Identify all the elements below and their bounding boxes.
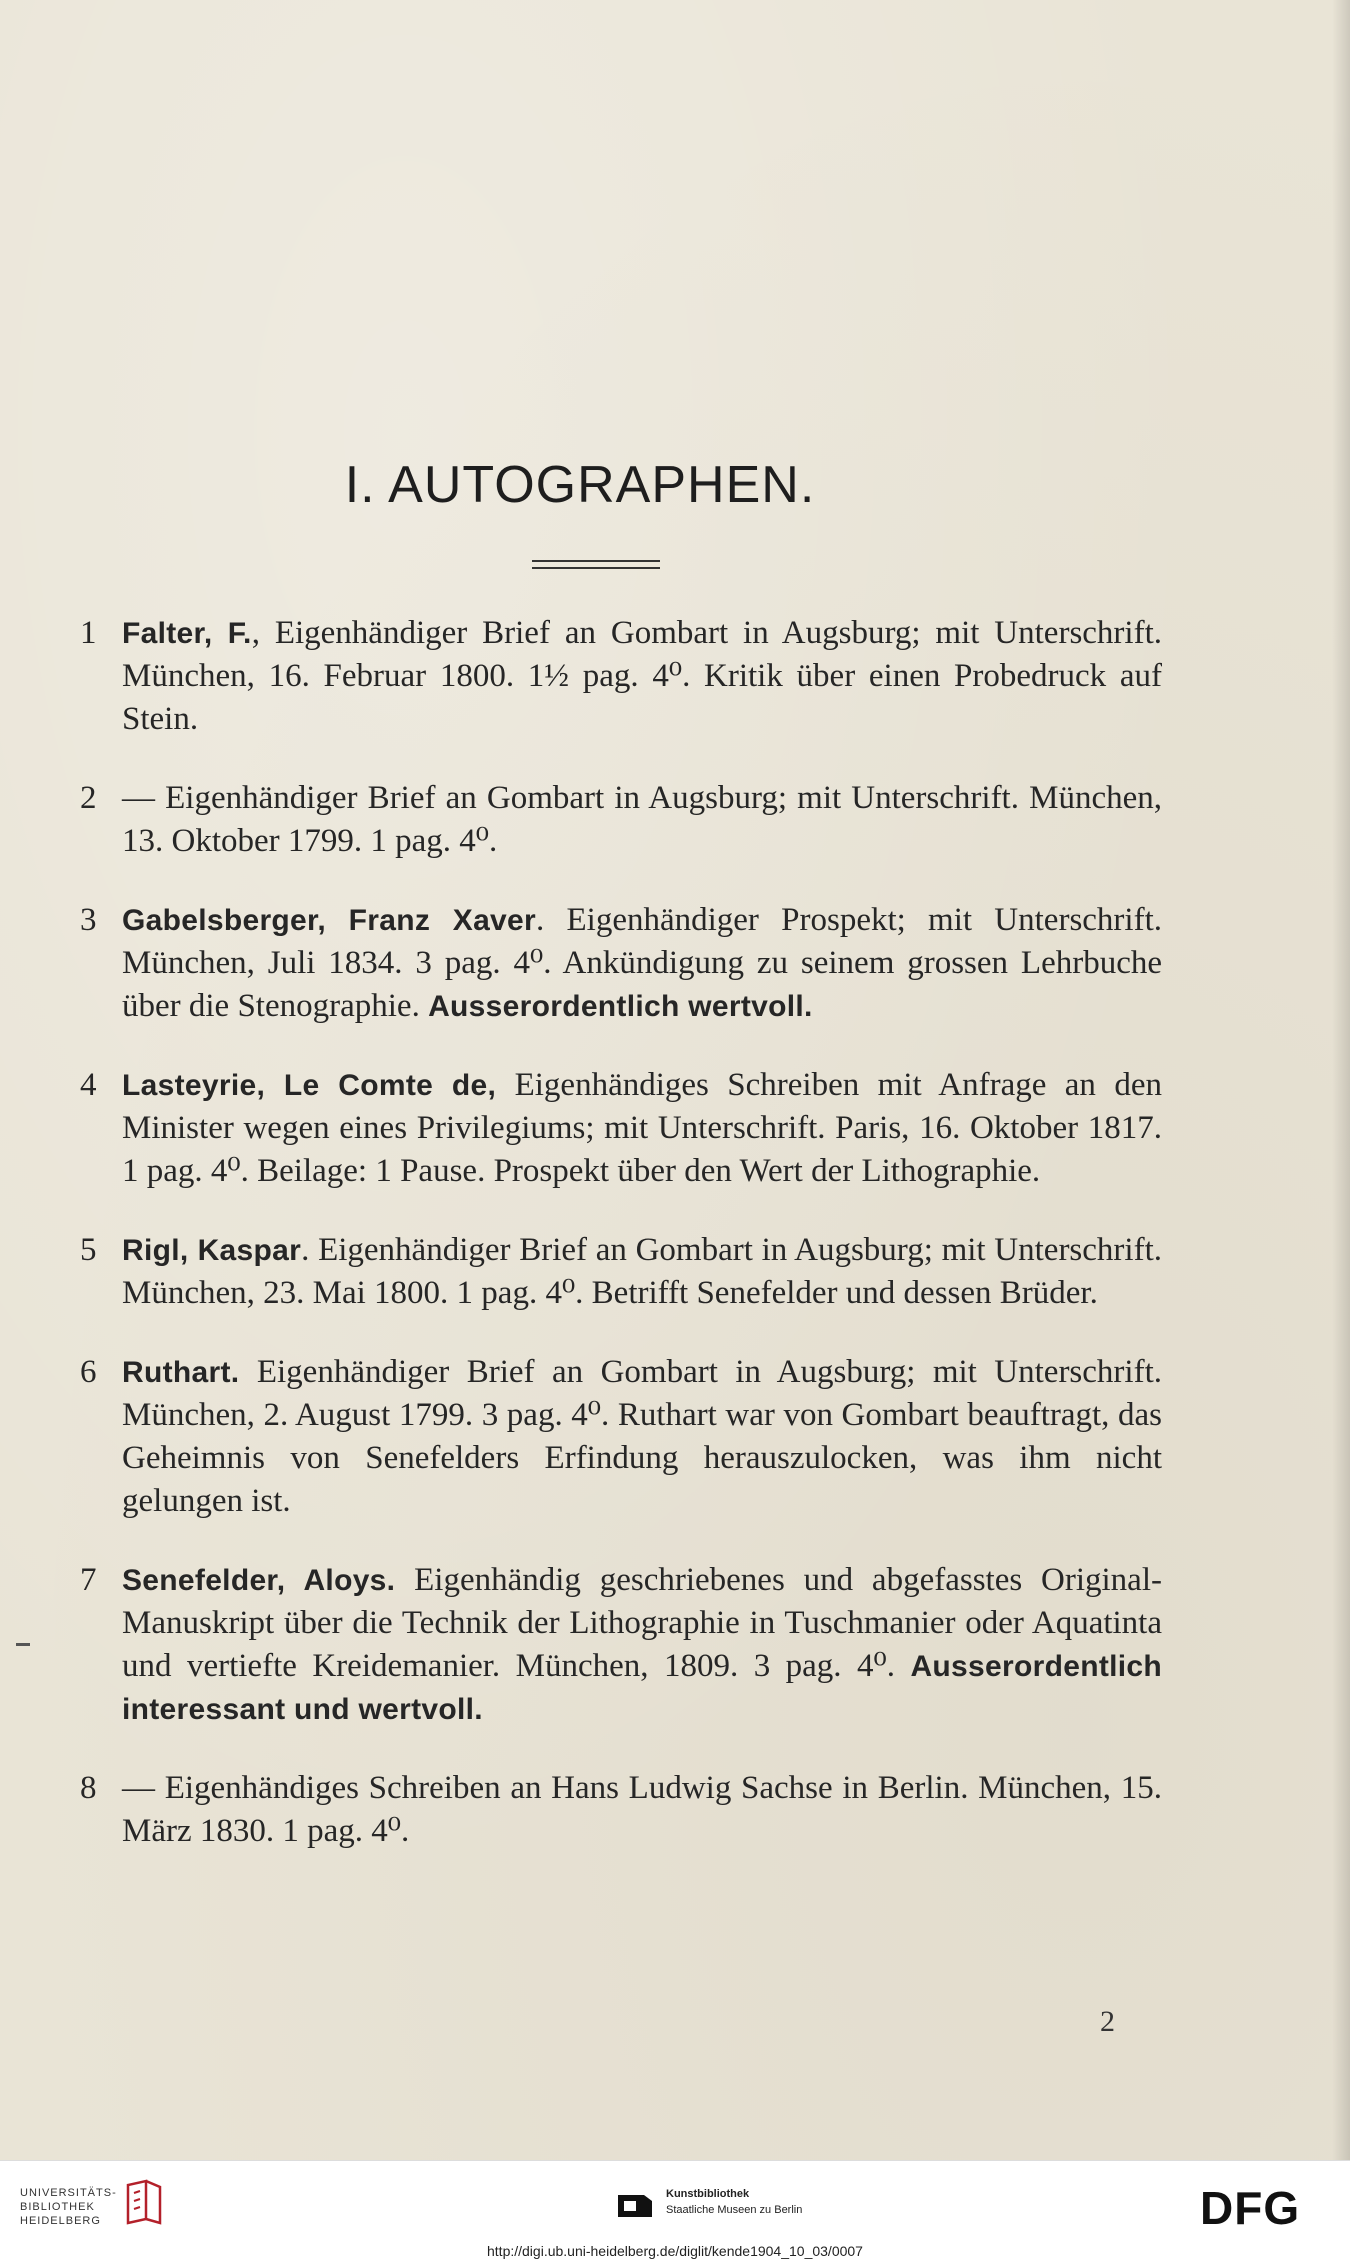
catalog-entry-3	[80, 899, 1162, 1028]
catalog-entry-6	[80, 1351, 1162, 1523]
entry-body	[122, 1767, 1162, 1853]
heading-rule-bottom	[532, 567, 660, 569]
entry-body	[122, 899, 1162, 1028]
entry-number: 1	[80, 615, 97, 651]
entry-body	[122, 1229, 1162, 1315]
catalog-entry-2	[80, 777, 1162, 863]
entry-body	[122, 1559, 1162, 1731]
heading-rule-top	[532, 560, 660, 562]
entry-number: 6	[80, 1354, 97, 1390]
catalog-entry-4	[80, 1064, 1162, 1193]
entry-body	[122, 612, 1162, 741]
entry-emphasis: Ausserordentlich wertvoll.	[428, 990, 813, 1023]
page-edge-shadow	[1332, 0, 1350, 2160]
permalink-url[interactable]: http://digi.ub.uni-heidelberg.de/diglit/kende1904_10_03/0007	[487, 2243, 863, 2259]
entry-description: . Eigenhändiger Prospekt; mit Unterschrift. München, Juli 1834. 3 pag. 4⁰. Ankündigung zu seinem grossen Lehrbuche über die Stenographie.	[122, 902, 1162, 1024]
catalog-entry-5	[80, 1229, 1162, 1315]
kunstbibliothek-logo-icon	[616, 2187, 654, 2225]
entry-body	[122, 1351, 1162, 1523]
univ-line-2: BIBLIOTHEK	[20, 2201, 95, 2213]
catalog-entry-8	[80, 1767, 1162, 1853]
entry-author: Lasteyrie, Le Comte de,	[122, 1069, 497, 1102]
entry-description: . Eigenhändiger Brief an Gombart in Augsburg; mit Unterschrift. München, 23. Mai 1800. 1 pag. 4⁰. Betrifft Senefelder und dessen Brüder.	[122, 1232, 1162, 1311]
entry-author: Senefelder, Aloys.	[122, 1564, 396, 1597]
entry-author: Ruthart.	[122, 1356, 240, 1389]
entry-author: Rigl, Kaspar	[122, 1234, 302, 1267]
entry-author: Falter, F.	[122, 617, 252, 650]
entry-emphasis: Ausserordentlich interessant und wertvoll.	[122, 1650, 1162, 1726]
entry-number: 5	[80, 1232, 97, 1268]
entry-body	[122, 777, 1162, 863]
catalog-entries	[80, 612, 1162, 1889]
kunstbibliothek-subtitle: Staatliche Museen zu Berlin	[666, 2204, 803, 2216]
heidelberg-logo-icon	[124, 2179, 164, 2227]
entry-description: Eigenhändiges Schreiben mit Anfrage an den Minister wegen eines Privilegiums; mit Unterschrift. Paris, 16. Oktober 1817. 1 pag. 4⁰. Beilage: 1 Pause. Prospekt über den Wert der Lithographie.	[122, 1067, 1162, 1189]
univ-line-1: UNIVERSITÄTS-	[20, 2187, 117, 2199]
entry-description: Eigenhändig geschriebenes und abgefasstes Original-Manuskript über die Technik der Lithographie in Tuschmanier oder Aquatinta und vertiefte Kreidemanier. München, 1809. 3 pag. 4⁰.	[122, 1562, 1162, 1684]
entry-description: , Eigenhändiger Brief an Gombart in Augsburg; mit Unterschrift. München, 16. Februar 1800. 1½ pag. 4⁰. Kritik über einen Probedruck auf Stein.	[122, 615, 1162, 737]
university-library-label	[20, 2186, 117, 2228]
entry-author: Gabelsberger, Franz Xaver	[122, 904, 536, 937]
entry-number: 3	[80, 902, 97, 938]
entry-number: 4	[80, 1067, 97, 1103]
dfg-logo: DFG	[1200, 2182, 1301, 2234]
margin-mark	[16, 1643, 30, 1646]
kunstbibliothek-label	[666, 2186, 802, 2218]
digitization-footer	[0, 2160, 1350, 2262]
page-number: 2	[1100, 2005, 1115, 2038]
kunstbibliothek-title: Kunstbibliothek	[666, 2188, 750, 2200]
entry-description: Eigenhändiger Brief an Gombart in Augsburg; mit Unterschrift. München, 2. August 1799. 3 pag. 4⁰. Ruthart war von Gombart beauftragt, das Geheimnis von Senefelders Erfindung herauszulocken, was ihm nicht gelungen ist.	[122, 1354, 1162, 1519]
catalog-entry-7	[80, 1559, 1162, 1731]
entry-description: — Eigenhändiger Brief an Gombart in Augsburg; mit Unterschrift. München, 13. Oktober 1799. 1 pag. 4⁰.	[122, 780, 1162, 859]
entry-body	[122, 1064, 1162, 1193]
catalog-entry-1	[80, 612, 1162, 741]
entry-description: — Eigenhändiges Schreiben an Hans Ludwig Sachse in Berlin. München, 15. März 1830. 1 pag. 4⁰.	[122, 1770, 1162, 1849]
univ-line-3: HEIDELBERG	[20, 2215, 101, 2227]
entry-number: 8	[80, 1770, 97, 1806]
entry-number: 2	[80, 780, 97, 816]
entry-number: 7	[80, 1562, 97, 1598]
section-heading: I. AUTOGRAPHEN.	[344, 456, 816, 514]
